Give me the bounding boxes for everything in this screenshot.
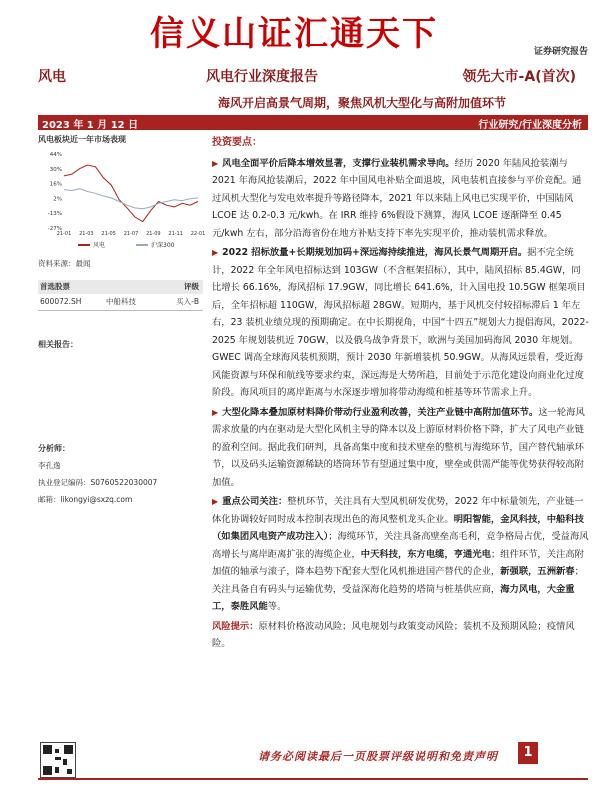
table-header-cell: 评级 [184,282,199,291]
analyst-info [38,440,157,508]
stock-code: 600072.SH [40,297,82,306]
company-list: 新强联，五洲新春 [500,566,575,577]
bullet-icon: ▶ [212,497,219,506]
legend-label: 风电 [93,242,106,249]
table-header-cell: 首选股票 [40,282,70,291]
x-tick-label: 22-01 [190,231,206,237]
sidebar [38,134,206,504]
x-tick-label: 21-03 [79,231,94,237]
legend-label: 沪深300 [151,242,175,249]
x-tick-label: 21-09 [146,231,161,237]
y-tick-label: -13% [47,211,62,218]
y-tick-label: 44% [49,152,62,158]
company-list: 海力风电，大金重工，泰胜风能 [212,583,575,612]
industry-label: 风电 [38,69,66,85]
x-tick-label: 21-07 [123,231,139,237]
table-header [38,280,203,294]
key-point-2-text: 据不完全统计，2022 年全年风电招标达到 103GW（不含框架招标），其中，陆风招标 85.4GW，同比增长 66.16%，海风招标 17.9GW，同比增长 641.6%，计入国电投 10.5GW 框架项目后，全年招标超 110GW，海风招标超 28GW。短期内，基于风机交付较招标滞后 1 年左右，23 装机业绩兑现的预期确定。在中长期视角，中国“十四五”规划大力提倡海风，2022-2025 年规划装机近 70GW，以及俄乌战争背景下，欧洲与美国加码海风 2030 年规划。GWEC 调高全球海风装机预期，预计 2030 年新增装机 50.9GW。从海风远景看，受近海风能资源与环保和航线等要求约束，深远海是大势所趋，目前处于示范化建设向商业化过度阶段。海风项目的离岸距离与水深逐步增加将带动海缆和桩基等环节需求上升。 [212,247,589,398]
analyst-email: 邮箱：likongyi@sxzq.com [38,495,133,504]
page-number: 1 [518,742,538,764]
key-point-4 [212,493,590,616]
table-row [38,294,203,311]
report-type: 风电行业深度报告 [206,69,318,85]
x-tick-label: 21-11 [168,231,183,237]
series-line-wind [64,165,198,222]
stock-rating: 买入-B [176,297,199,306]
stock-name: 中船科技 [106,297,136,306]
bullet-icon: ▶ [212,407,219,417]
key-point-4-text: 整机环节，关注具有大型风机研发优势，2022 年中标量领先，产业链一体化协调较好同时成本控制表现出色的海风整机龙头企业。 [212,496,584,525]
license-number: 执业登记编码：S0760522030007 [38,478,158,487]
qr-code [40,742,76,778]
footer-divider [38,778,588,780]
analyst-label: 分析师： [38,444,70,453]
key-point-3-heading: 大型化降本叠加原材料降价带动行业盈利改善，关注产业链中高附加值环节。 [222,406,539,418]
date-bar [38,115,588,130]
report-header [38,66,588,86]
y-tick-label: -27% [47,226,62,232]
x-tick-label: 21-01 [56,231,72,237]
report-subtitle: 海风开启高景气周期，聚焦风机大型化与高附加值环节 [218,96,507,110]
key-points-title: 投资要点： [212,137,262,148]
market-performance-chart [38,148,206,258]
company-list: 中天科技，东方电缆，亨通光电 [360,548,491,560]
key-point-4-text: ；组件环节，关注高附加值的轴承与滚子，降本趋势下配套大型化风机推进国产替代的企业， [212,548,584,577]
chart-title: 风电板块近一年市场表现 [38,135,126,144]
key-point-2-heading: 2022 招标放量+长期规划加码+深远海持续推进，海风长景气周期开启。 [222,247,528,258]
preferred-stocks-table [38,280,203,311]
risk-title: 风险提示： [212,620,259,632]
key-point-2 [212,244,590,402]
key-point-4-heading: 重点公司关注： [222,496,288,507]
key-point-4-text: 等。 [267,601,287,612]
y-tick-label: 16% [49,181,62,188]
key-point-3 [212,404,590,492]
key-point-1-text: 经历 2020 年陆风抢装潮与 2021 年海风抢装潮后，2022 年中国风电补贴全面退坡，风电装机直接参与平价竞配。通过风机大型化与发电效率提升等路径降本，2021 年以来陆上风电已实现平价，中国陆风 LCOE 达 0.2-0.3 元/kwh。在 IRR 维持 6%假设下测算，海风 LCOE 逐渐降至 0.45 元/kwh 左右，部分沿海省份在地方补贴支持下率先实现平价，推动装机需求释放。 [212,157,582,239]
key-point-1-heading: 风电全面平价后降本增效显著，支撑行业装机需求导向。 [222,157,455,169]
key-point-4-text: ；关注具备自有码头与运输优势，受益深海化趋势的塔筒与桩基供应商， [212,566,584,595]
key-point-4-text: ；海缆环节，关注具备高壁垒高毛利，竞争格局占优，受益海风高增长与离岸距离扩张的海缆企业， [212,531,589,560]
series-tag: 证券研究报告 [533,47,588,57]
report-date: 2023 年 1 月 12 日 [42,120,139,131]
report-category: 行业研究/行业深度分析 [478,120,582,131]
risk-warning [212,618,590,653]
bullet-icon: ▶ [212,248,219,257]
key-point-3-text: 这一轮海风需求放量的内在驱动是大型化风机主导的降本以及上游原材料价格下降，扩大了风电产业链的盈利空间。据此我们研判，具备高集中度和技术壁垒的整机与海缆环节，国产替代轴承环节，以及码头运输资源稀缺的塔筒环节有望通过集中度，壁垒或供需严能等优势获得较高附加值。 [212,406,585,488]
key-point-1 [212,155,590,243]
main-content [212,134,590,655]
brand-logo: 信义山证汇通天下 [150,14,438,54]
y-tick-label: 2% [53,196,62,203]
y-tick-label: 30% [49,166,62,173]
bullet-icon: ▶ [212,158,219,168]
related-reports: 相关报告： [38,340,78,349]
x-tick-label: 21-05 [101,231,116,237]
disclaimer-statement: 请务必阅读最后一页股票评级说明和免责声明 [258,750,498,763]
rating: 领先大市-A(首次) [462,69,576,85]
chart-source: 资料来源：最闻 [38,259,91,268]
company-list: 明阳智能，金风科技，中船科技（如集团风电资产成功注入） [212,513,584,542]
analyst-name: 李孔逸 [38,461,61,470]
risk-text: 原材料价格波动风险；风电规划与政策变动风险；装机不及预期风险；疫情风险。 [212,620,575,649]
